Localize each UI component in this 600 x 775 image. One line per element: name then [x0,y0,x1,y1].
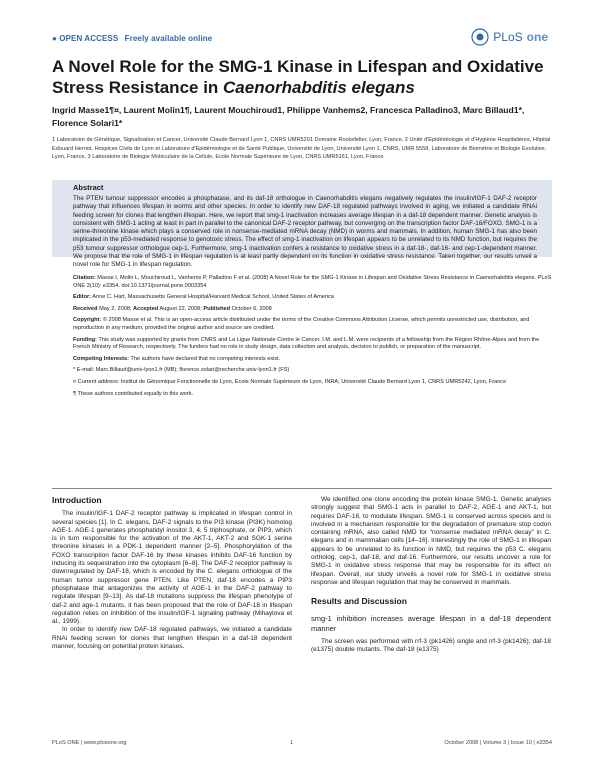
funding-label: Funding: [73,336,97,343]
results-heading: Results and Discussion [311,596,407,607]
abstract-box [52,180,552,269]
dates [73,306,552,314]
footer-journal: PLoS ONE | www.plosone.org [52,740,127,746]
open-access-label: OPEN ACCESS [59,34,119,43]
accepted-date: August 22, 2008; [159,305,202,312]
introduction-heading: Introduction [52,495,102,505]
editor-text: Anne C. Hart, Massachusetts General Hospital/Harvard Medical School, United States of America [92,294,334,301]
footer-issue: October 2008 | Volume 3 | Issue 10 | e3354 [444,740,552,746]
results-subheading: smg-1 inhibition increases average lifespan in a daf-18 dependent manner [311,613,551,633]
funding-text: This study was supported by grants from CNRS and La Ligue Nationale Contre le Cancer. I.M. and L.M. were recipients of a fellowship from the Région Rhône-Alpes and from the French Ministry of Research, respectively. The funders had no role in study design, data collection and analysis, decision to publish, or preparation of the manuscript. [73,336,540,351]
author-list: Ingrid Masse1¶¤, Laurent Molin1¶, Laurent Mouchiroud1, Philippe Vanhems2, Francesca Palladino3, Marc Billaud1*, Florence Solari1* [52,105,525,128]
abstract-text: The PTEN tumour suppressor encodes a phosphatase, and its daf-18 orthologue in Caenorhabditis elegans negatively regulates the insulin/IGF-1 DAF-2 receptor pathway that influences lifespan in worms and other species. In order to identify new DAF-18 regulated pathways involved in aging, we initiated a candidate RNAi feeding screen for clones that lengthen lifespan. Here, we report that smg-1 inactivation increases average lifespan in a daf-18 dependent manner. Genetic analysis is consistent with SMG-1 acting at least in part in parallel to the canonical DAF-2 receptor pathway, but converging on the transcription factor DAF-16/FOXO. SMG-1 is a serine-threonine kinase which plays a conserved role in nonsense-mediated mRNA decay (NMD) in worms and mammals. In addition, human SMG-1 has also been implicated in the p53-mediated response to genotoxic stress. The effect of smg-1 inactivation on lifespan appears to be unrelated to its NMD function, but requires the p53 tumour suppressor orthologue cep-1. Furthermore, smg-1 inactivation confers a resistance to oxidative stress in a daf-18-, daf-16- and cep-1-dependent manner. We propose that the role of SMG-1 in lifespan regulation is at least partly dependent on its function in oxidative stress resistance. Taken together, our results unveil a novel role for SMG-1 in lifespan regulation. [73,195,537,269]
competing-text: The authors have declared that no competing interests exist. [130,355,281,362]
copyright-text: © 2008 Masse et al. This is an open-access article distributed under the terms of the Creative Commons Attribution License, which permits unrestricted use, distribution, and reproduction in any medium, provided the original author and source are credited. [73,317,530,331]
section-divider [52,488,552,489]
editor [73,294,552,302]
abstract-heading: Abstract [73,183,104,192]
right-paragraph-1: We identified one clone encoding the protein kinase SMG-1. Genetic analyses strongly suggest that SMG-1 acts in parallel to DAF-2, AGE-1 and AKT-1, but requires DAF-16, to modulate lifespan. SMG-1 is conserved across species and is involved in a mechanism responsible for the degradation of premature stop codon containing mRNA, also called NMD for “nonsense mediated mRNA decay” in C. elegans and in mammalian cells [14–16]. Interestingly the role of SMG-1 in lifespan appears to be unrelated to its function in NMD, but requires the p53 C. elegans ortholog, cep-1, daf-18, and daf-16. Furthermore, our results uncover a role for SMG-1 in oxidative stress response that may be responsible for its effect on lifespan. Overall, our study unveils a novel role for SMG-1 in oxidative stress response and lifespan regulation that may be conserved in mammals. [311,496,551,586]
title-species: Caenorhabditis elegans [223,78,415,97]
page-footer [52,740,552,750]
published-label: Published [203,305,231,312]
article-title [52,56,552,98]
title-text: A Novel Role for the SMG-1 Kinase in Lifespan and Oxidative Stress Resistance in [52,57,544,97]
open-access-icon: ● [52,34,57,43]
citation-text: Masse I, Molin L, Mouchiroud L, Vanhems P, Palladino F et al. (2008) A Novel Role for the SMG-1 Kinase in Lifespan and Oxidative Stress Resistance in Caenorhabditis elegans. PLoS ONE 3(10): e3354. doi:10.1371/journal.pone.0003354 [73,275,552,289]
plos-logo-icon [471,28,489,46]
journal-header [52,28,548,50]
copyright-label: Copyright: [73,317,102,324]
introduction-paragraph-1: The insulin/IGF-1 DAF-2 receptor pathway is implicated in lifespan control in several species [1]. In C. elegans, DAF-2 signals to the PI3 kinase (PI3K) homolog AGE-1. AGE-1 generates phosphatidyl inositol 3, 4, 5 triphosphate, or PIP3, which is in turn responsible for the activation of the AKT-1, AKT-2 and SGK-1 serine threonine kinases in a PDK-1 dependent manner [2–5]. Phosphorylation of the FOXO transcription factor DAF-16 by these kinases inhibits DAF-16 function by inducing its sequestration into the cytoplasm [6–8]. The DAF-2 receptor pathway is downregulated by DAF-18, which is encoded by the C. elegans orthologue of the human tumor suppressor gene PTEN. Like PTEN, daf-18 encodes a PIP3 phosphatase that antagonizes the activity of AGE-1 in the DAF-2 pathway to regulate lifespan [9–13]. As daf-18 mutations suppress the lifespan phenotype of daf-2 and age-1 mutants, it has been proposed that the role of DAF-18 in lifespan regulation relies on inhibition of the insulin/IGF-1 signaling pathway (Mihaylova et al., 1999). [52,510,292,626]
freely-available-label: Freely available online [124,34,213,43]
editor-label: Editor: [73,294,92,301]
journal-name-one: one [526,30,548,44]
left-column [52,496,292,651]
footer-page-number: 1 [290,740,294,746]
journal-name: PLoS [493,30,523,44]
corresponding-email: * E-mail: Marc.Billaud@univ-lyon1.fr (MB); florence.solari@recherche.univ-lyon1.fr (FS) [73,367,290,374]
published-date: October 6, 2008 [231,305,272,312]
journal-logo [471,28,548,46]
citation [73,275,552,290]
received-label: Received [73,305,98,312]
equal-contribution: ¶ These authors contributed equally to this work. [73,390,194,397]
received-date: May 2, 2008; [99,305,132,312]
competing-label: Competing Interests: [73,355,129,362]
results-paragraph-1: The screen was performed with rrf-3 (pk1426) single and rrf-3 (pk1426); daf-18 (e1375) double mutants. The daf-18 (e1375) [311,637,551,653]
competing-interests [73,356,552,364]
introduction-paragraph-2: In order to identify new DAF-18 regulated pathways, we initiated a candidate RNAi feeding screen for clones that lengthen lifespan in a daf-18 dependent manner, focusing on potential protein kinases. [52,626,292,651]
affiliations: 1 Laboratoire de Génétique, Signalisation et Cancer, Université Claude Bernard Lyon 1, CNRS UMR5201 Domaine Rockefeller, Lyon, France, 2 Unité d'Epidémiologie et d'Hygiène Hospitalières, Hôpital Edouard Herriot, Hospices Civils de Lyon et Laboratoire d'Epidémiologie et de Santé Publique, Université de Lyon, Université Lyon 1, CNRS, UMR 5558, Laboratoire de Biométrie et Biologie Evolutive, Lyon, France, 3 Laboratoire de Biologie Moléculaire de la Cellule, Ecole Normale Supérieure de Lyon, CNRS UMR5161, Lyon, France [52,137,551,161]
article-metadata [73,275,552,402]
funding [73,337,552,352]
citation-label: Citation: [73,275,96,281]
copyright [73,317,552,332]
accepted-label: Accepted [133,305,159,312]
open-access-banner [52,34,212,43]
current-address: ¤ Current address: Institut de Génomique Fonctionnelle de Lyon, Ecole Normale Supérieure de Lyon, INRA, Université Claude Bernard Lyon 1, CNRS UMR5242, Lyon, France [73,378,507,385]
right-column [311,496,551,654]
